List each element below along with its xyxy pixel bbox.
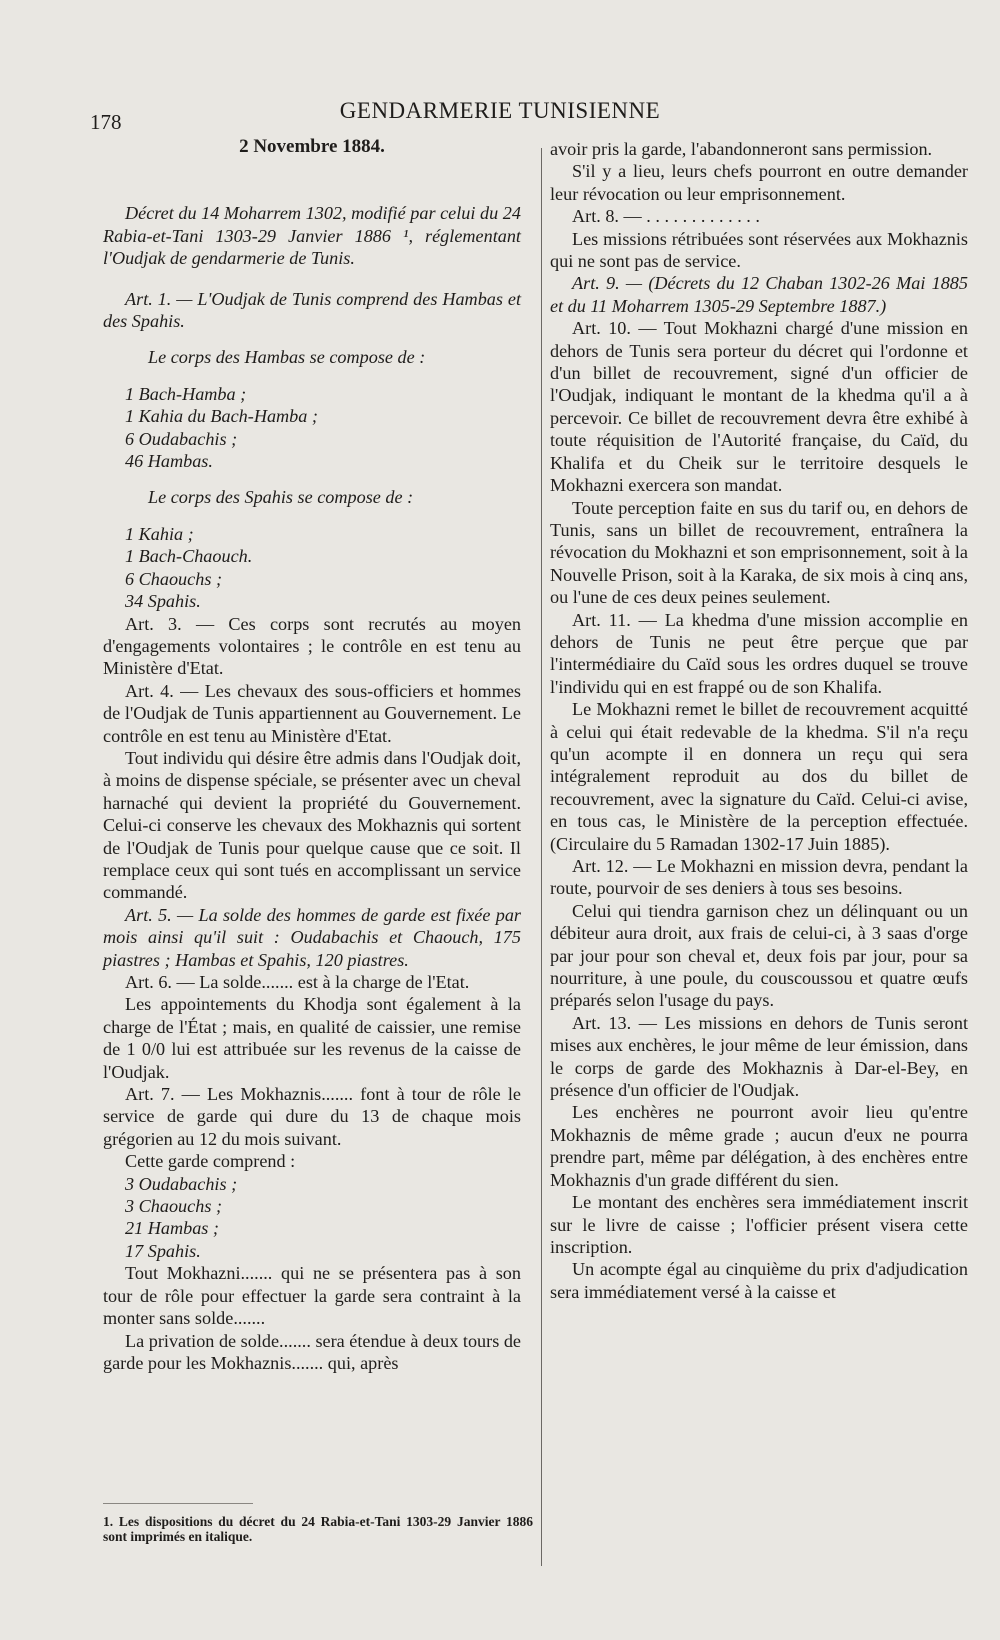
paragraph-acompte: Un acompte égal au cinquième du prix d'adjudication sera immédiatement versé à la caisse et (550, 1259, 968, 1302)
paragraph-tout-mokhazni: Tout Mokhazni....... qui ne se présentera pas à son tour de rôle pour effectuer la garde sera contraint à la monter sans solde....... (103, 1263, 521, 1329)
paragraph-montant: Le montant des enchères sera immédiatement inscrit sur le livre de caisse ; l'officier présent visera cette inscription. (550, 1192, 968, 1257)
footnote: 1. Les dispositions du décret du 24 Rabia-et-Tani 1303-29 Janvier 1886 sont imprimés en italique. (103, 1514, 533, 1544)
paragraph-remet: Le Mokhazni remet le billet de recouvrement acquitté à celui qui était redevable de la khedma. S'il n'a reçu qu'un acompte il en donnera un reçu qui sera intégralement reproduit au dos du billet de recouvrement, avec la signature du Caïd. Celui-ci avise, en tous cas, le Ministère de la perception effectuée. (Circulaire du 5 Ramadan 1302-17 Juin 1885). (550, 699, 968, 854)
article-3: Art. 3. — Ces corps sont recrutés au moyen d'engagements volontaires ; le contrôle en est tenu au Ministère d'Etat. (103, 613, 521, 679)
list-item: 17 Spahis. (125, 1240, 201, 1261)
article-8: Art. 8. — . . . . . . . . . . . . . (572, 206, 760, 227)
list-item: 1 Bach-Chaouch. (125, 546, 253, 567)
paragraph-perception: Toute perception faite en sus du tarif ou, en dehors de Tunis, sans un billet de recouvrement, entraînera la révocation du Mokhazni et son emprisonnement, soit à la Nouvelle Prison, soit à la Karaka, de six mois à cinq ans, ou l'une de ces deux peines seulement. (550, 497, 968, 608)
list-item: 3 Oudabachis ; (125, 1173, 238, 1194)
paragraph-garnison: Celui qui tiendra garnison chez un délinquant ou un débiteur aura droit, aux frais de celui-ci, à 3 saas d'orge par jour pour son cheval et, deux fois par jour, pour sa nourriture, à une poule, du couscoussou et quatre œufs préparés selon l'usage du pays. (550, 900, 968, 1011)
article-12: Art. 12. — Le Mokhazni en mission devra, pendant la route, pourvoir de ses deniers à tous ses besoins. (550, 856, 968, 899)
article-9: Art. 9. — (Décrets du 12 Chaban 1302-26 Mai 1885 et du 11 Moharrem 1305-29 Septembre 1887.) (550, 273, 968, 316)
article-10: Art. 10. — Tout Mokhazni chargé d'une mission en dehors de Tunis sera porteur du décret qui l'ordonne et d'un billet de recouvrement, signé d'un officier de l'Oudjak, indiquant le montant de la khedma qu'il a à percevoir. Ce billet de recouvrement devra être exhibé à toute réquisition de l'Autorité française, du Caïd, du Khalifa et du Cheik sur le territoire desquels le Mokhazni exercera son mandat. (550, 318, 968, 496)
paragraph-encheres: Les enchères ne pourront avoir lieu qu'entre Mokhaznis de même grade ; aucun d'eux ne pourra prendre part, même par délégation, à des enchères entre Mokhaznis d'un grade différent du sien. (550, 1102, 968, 1190)
paragraph-lieu: S'il y a lieu, leurs chefs pourront en outre demander leur révocation ou leur emprisonnement. (550, 161, 968, 204)
decree-date: 2 Novembre 1884. (239, 136, 385, 157)
paragraph-privation: La privation de solde....... sera étendue à deux tours de garde pour les Mokhaznis....... qui, après (103, 1330, 521, 1373)
list-item: 21 Hambas ; (125, 1218, 219, 1239)
column-rule (541, 148, 542, 1566)
list-item: 1 Kahia ; (125, 523, 194, 544)
paragraph-appointements: Les appointements du Khodja sont également à la charge de l'État ; mais, en qualité de caissier, une remise de 1 0/0 lui est attribuée sur les revenus de la caisse de l'Oudjak. (103, 994, 521, 1082)
article-6: Art. 6. — La solde....... est à la charge de l'Etat. (125, 972, 470, 992)
paragraph-individu: Tout individu qui désire être admis dans l'Oudjak doit, à moins de dispense spéciale, se présenter avec un cheval harnaché qui devient la propriété du Gouvernement. Celui-ci conserve les chevaux des Mokhaznis qui sortent de l'Oudjak de Tunis pour quelque cause que ce soit. Il remplace ceux qui sont tués en accomplissant un service commandé. (103, 747, 521, 903)
article-4: Art. 4. — Les chevaux des sous-officiers et hommes de l'Oudjak de Tunis appartiennent au Gouvernement. Le contrôle en est tenu au Ministère d'Etat. (103, 680, 521, 746)
article-5: Art. 5. — La solde des hommes de garde est fixée par mois ainsi qu'il suit : Oudabachis et Chaouch, 175 piastres ; Hambas et Spahis, 120 piastres. (103, 904, 521, 970)
hambas-list (103, 383, 521, 473)
running-title: GENDARMERIE TUNISIENNE (339, 98, 661, 123)
article-13: Art. 13. — Les missions en dehors de Tunis seront mises aux enchères, le jour même de leur émission, dans le corps de garde des Mokhaznis à Dar-el-Bey, en présence d'un officier de l'Oudjak. (550, 1012, 968, 1101)
page-number: 178 (90, 110, 122, 134)
footnote-rule (103, 1503, 253, 1504)
article-1: Art. 1. — L'Oudjak de Tunis comprend des Hambas et des Spahis. (103, 288, 521, 332)
paragraph-missions: Les missions rétribuées sont réservées aux Mokhaznis qui ne sont pas de service. (550, 228, 968, 272)
left-column (103, 136, 521, 1374)
decree-intro: Décret du 14 Moharrem 1302, modifié par celui du 24 Rabia-et-Tani 1303-29 Janvier 1886 ¹, réglementant l'Oudjak de gendarmerie de Tunis. (103, 203, 521, 269)
paragraph-continuation: avoir pris la garde, l'abandonneront sans permission. (550, 139, 933, 159)
article-7: Art. 7. — Les Mokhaznis....... font à tour de rôle le service de garde qui dure du 13 de chaque mois grégorien au 12 du mois suivant. (103, 1084, 521, 1149)
garde-list (103, 1173, 521, 1263)
spahis-list (103, 523, 521, 613)
list-item: 1 Bach-Hamba ; (125, 383, 247, 404)
spahis-heading: Le corps des Spahis se compose de : (148, 487, 414, 508)
right-column (550, 138, 968, 1303)
list-item: 34 Spahis. (125, 591, 201, 612)
garde-heading: Cette garde comprend : (125, 1151, 296, 1172)
list-item: 6 Oudabachis ; (125, 428, 238, 449)
running-head (90, 98, 910, 132)
list-item: 46 Hambas. (125, 451, 213, 472)
list-item: 1 Kahia du Bach-Hamba ; (125, 406, 318, 427)
list-item: 3 Chaouchs ; (125, 1196, 222, 1217)
article-11: Art. 11. — La khedma d'une mission accomplie en dehors de Tunis ne peut être perçue que par l'intermédiaire du Caïd sous les ordres duquel se trouve l'individu qui en est frappé ou de son Khalifa. (550, 609, 968, 697)
hambas-heading: Le corps des Hambas se compose de : (148, 347, 426, 368)
list-item: 6 Chaouchs ; (125, 568, 222, 589)
